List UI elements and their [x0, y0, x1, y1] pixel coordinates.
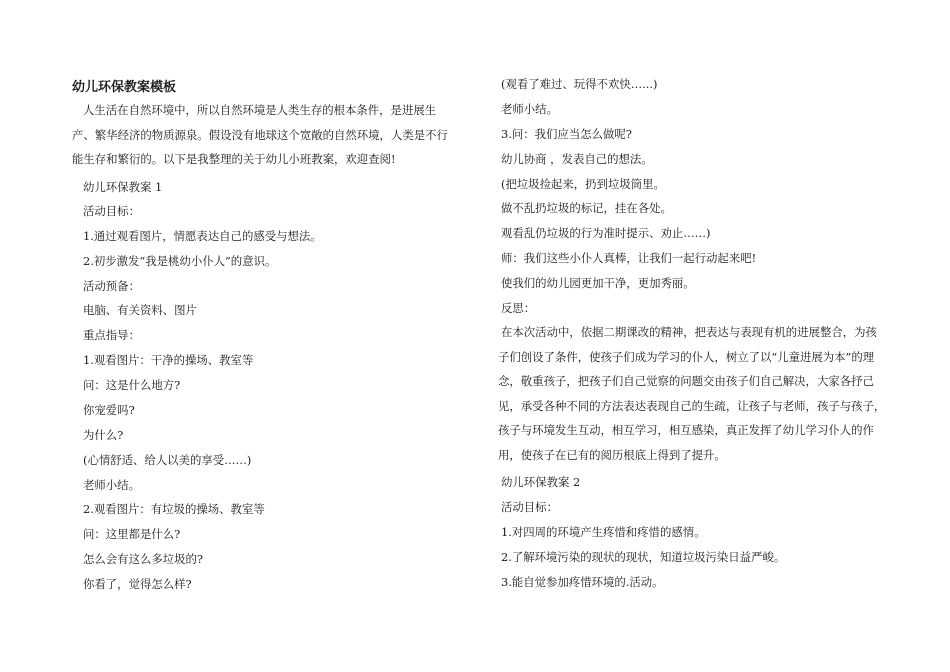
list-item: 1.对四周的环境产生疼惜和疼惜的感情。	[501, 525, 706, 539]
list-item: 3.问：我们应当怎么做呢?	[501, 127, 632, 141]
list-item: 活动目标：	[83, 204, 140, 218]
list-item: 2.初步激发“我是桃幼小仆人”的意识。	[83, 254, 277, 268]
list-item: 幼儿环保教案 2	[501, 475, 581, 489]
list-item: 你看了，觉得怎么样?	[83, 577, 192, 591]
list-item: 幼儿协商 ，发表自己的想法。	[501, 152, 653, 166]
list-item: 电脑、有关资料、图片	[83, 303, 197, 317]
list-item: 老师小结。	[83, 478, 140, 492]
list-item: 使我们的幼儿园更加干净，更加秀丽。	[501, 276, 695, 290]
document-title: 幼儿环保教案模板	[72, 80, 177, 95]
list-item: 问：这是什么地方?	[83, 378, 181, 392]
list-item: 重点指导：	[83, 328, 140, 342]
list-item: 为什么?	[83, 428, 124, 442]
list-item: 问：这里都是什么?	[83, 527, 181, 541]
list-item: 怎么会有这么多垃圾的?	[83, 552, 204, 566]
list-item: (把垃圾捡起来，扔到垃圾筒里。	[501, 177, 665, 191]
list-item: 活动目标：	[501, 500, 558, 514]
list-item: 2.观看图片：有垃圾的操场、教室等	[83, 502, 265, 516]
list-item: 1.通过观看图片，情愿表达自己的感受与想法。	[83, 229, 322, 243]
list-item: 观看乱仍垃圾的行为准时提示、劝止……)	[501, 226, 711, 240]
list-item: 2.了解环境污染的现状的现状，知道垃圾污染日益严峻。	[501, 550, 786, 564]
intro-paragraph: 人生活在自然环境中，所以自然环境是人类生存的根本条件，是进展生产、繁华经济的物质源泉。假设没有地球这个宽敞的自然环境，人类是不行能生存和繁衍的。以下是我整理的关于幼儿小班教案，欢迎查阅!	[72, 103, 448, 166]
list-item: 老师小结。	[501, 102, 558, 116]
list-item: 幼儿环保教案 1	[83, 180, 163, 194]
list-item: (观看了难过、玩得不欢快…...)	[501, 77, 658, 91]
list-item: 做不乱扔垃圾的标记，挂在各处。	[501, 201, 672, 215]
list-item: 3.能自觉参加疼惜环境的.活动。	[501, 575, 664, 589]
list-item: (心情舒适、给人以美的享受……)	[83, 453, 252, 467]
list-item: 师：我们这些小仆人真棒，让我们一起行动起来吧!	[501, 251, 757, 265]
list-item: 你宠爱吗?	[83, 403, 135, 417]
list-item: 活动预备：	[83, 279, 140, 293]
list-item: 1.观看图片：干净的操场、教室等	[83, 353, 254, 367]
list-item: 反思：	[501, 301, 536, 315]
reflection-paragraph: 在本次活动中，依据二期课改的精神，把表达与表现有机的进展整合，为孩子们创设了条件，使孩子们成为学习的仆人，树立了以“儿童进展为本”的理念，敬重孩子，把孩子们自己觉察的问题交由孩子们自己解决，大家各抒己见，承受各种不同的方法表达表现自己的生疏，让孩子与老师，孩子与孩子，孩子与环境发生互动，相互学习，相互感染，真正发挥了幼儿学习仆人的作用，使孩子在已有的阅历根底上得到了提升。	[498, 325, 886, 462]
